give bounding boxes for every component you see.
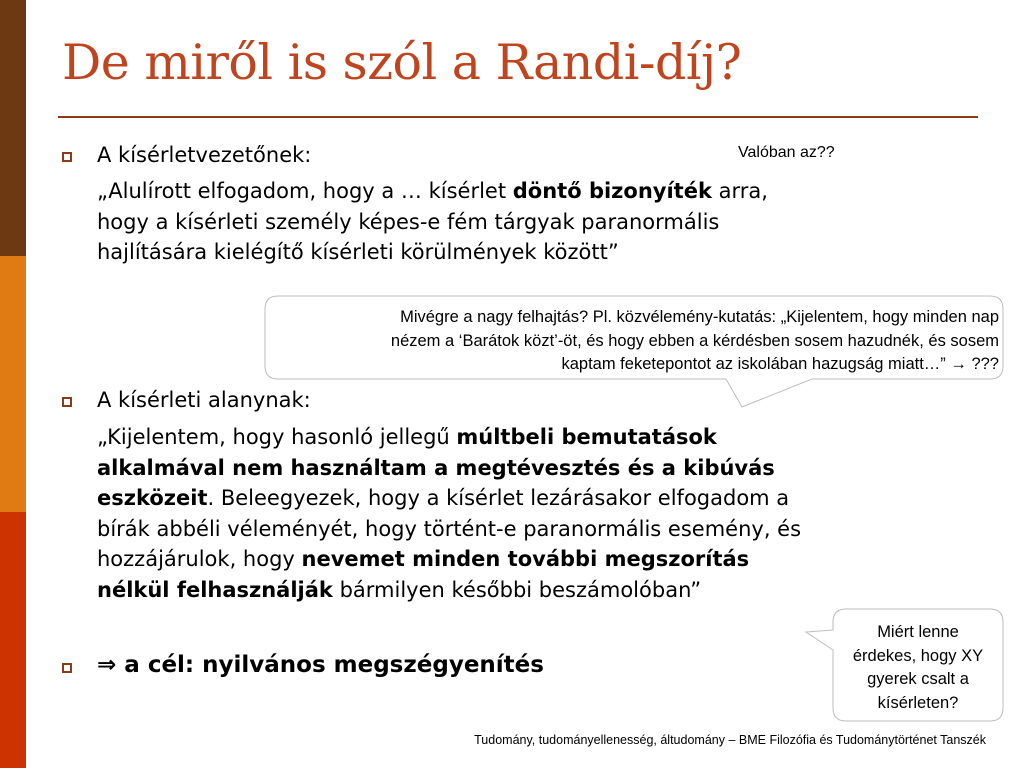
bullet-3-text: a cél: nyilvános megszégyenítés	[116, 652, 544, 678]
quote-1-text: „Alulírott elfogadom, hogy a … kísérlet	[97, 179, 513, 203]
bullet-square-icon	[62, 397, 72, 407]
slide-footer: Tudomány, tudományellenesség, áltudomány – BME Filozófia és Tudománytörténet Tanszék	[474, 733, 986, 747]
quote-2-bold: múltbeli bemutatások	[456, 425, 717, 449]
quote-2-bold-line-6: nélkül felhasználják	[97, 577, 333, 602]
callout-middle-line-3: kaptam feketepontot az iskolában hazugság miatt…”	[561, 355, 951, 373]
quote-2-bold-line-5: nevemet minden további megszorítás	[301, 547, 750, 571]
bullet-3	[97, 651, 544, 680]
callout-bottom-line-2: érdekes, hogy XY	[852, 646, 984, 665]
implies-arrow-icon: ⇒	[97, 652, 117, 678]
quote-2-line-4: bírák abbéli véleményét, hogy történt-e paranormális esemény, és	[97, 516, 802, 541]
quote-2-text-line-6: bármilyen későbbi beszámolóban”	[332, 577, 702, 602]
bullet-2-label: A kísérleti alanynak:	[97, 388, 311, 412]
callout-middle-line-2: nézem a ‘Barátok közt’-öt, és hogy ebben a kérdésben sosem hazudnék, és sosem	[390, 331, 999, 350]
callout-middle-line-1: Mivégre a nagy felhajtás? Pl. közvélemény-kutatás: „Kijelentem, hogy minden nap	[400, 308, 999, 326]
bullet-2-quote	[97, 422, 801, 605]
callout-bottom-line-4: kísérleten?	[877, 693, 959, 712]
callout-middle-line-3-end: ???	[966, 355, 999, 373]
quote-2-bold-line-2: alkalmával nem használtam a megtévesztés és a kibúvás	[97, 455, 775, 480]
right-arrow-icon: →	[950, 355, 967, 373]
bullet-square-icon	[62, 663, 72, 673]
quote-2-text-line-3: . Beleegyezek, hogy a kísérlet lezárásakor elfogadom a	[207, 486, 790, 510]
callout-valoban: Valóban az??	[738, 144, 835, 161]
callout-middle	[391, 306, 999, 377]
quote-1-bold: döntő bizonyíték	[512, 179, 712, 203]
quote-2-text: „Kijelentem, hogy hasonló jellegű	[97, 425, 457, 449]
slide-title: De miről is szól a Randi-díj?	[62, 34, 742, 91]
quote-1-line-3: hajlítására kielégítő kísérleti körülmények között”	[97, 240, 619, 264]
quote-1-text-end: arra,	[711, 179, 768, 203]
bullet-1-label: A kísérletvezetőnek:	[97, 143, 312, 167]
callout-bottom	[833, 621, 1003, 715]
callout-bottom-line-3: gyerek csalt a	[867, 670, 969, 688]
callout-bottom-line-1: Miért lenne	[877, 623, 959, 641]
quote-2-text-line-5: hozzájárulok, hogy	[97, 547, 302, 571]
quote-1-line-2: hogy a kísérleti személy képes-e fém tárgyak paranormális	[97, 209, 720, 234]
quote-2-bold-line-3: eszközeit	[97, 486, 208, 510]
